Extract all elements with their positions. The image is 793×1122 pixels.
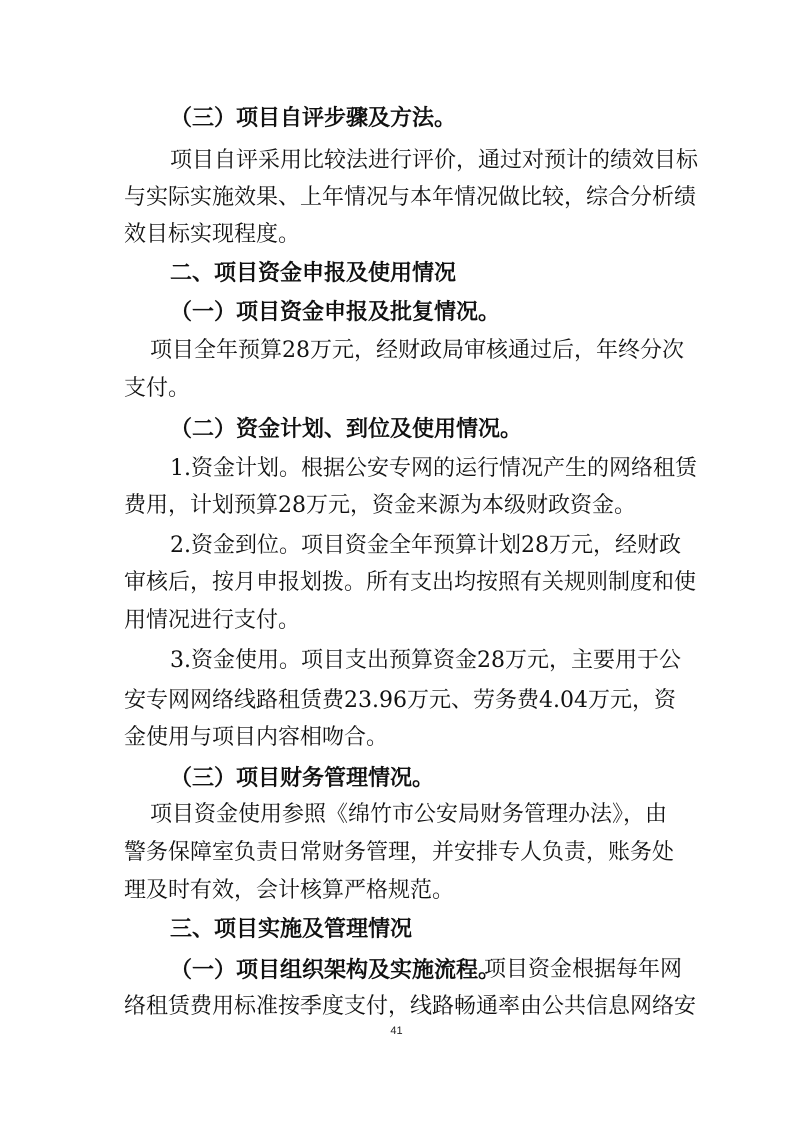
text-line-17: 金使用与项目内容相吻合。: [124, 725, 389, 750]
text-line-14: 用情况进行支付。: [124, 608, 301, 633]
text-line-21: 理及时有效，会计核算严格规范。: [124, 878, 455, 903]
text-line-11: 费用，计划预算28万元，资金来源为本级财政资金。: [124, 493, 636, 518]
text-line-19: 项目资金使用参照《绵竹市公安局财务管理办法》，由: [150, 802, 668, 827]
text-line-10: 1.资金计划。根据公安专网的运行情况产生的网络租赁: [170, 456, 697, 481]
text-line-1: （三）项目自评步骤及方法。: [170, 105, 457, 131]
text-line-20: 警务保障室负责日常财务管理，并安排专人负责，账务处: [124, 840, 675, 865]
text-line-2: 项目自评采用比较法进行评价，通过对预计的绩效目标: [170, 148, 699, 173]
text-line-23-rest: 项目资金根据每年网: [484, 957, 683, 982]
text-line-9: （二）资金计划、到位及使用情况。: [170, 416, 523, 442]
text-line-5: 二、项目资金申报及使用情况: [170, 260, 457, 286]
text-line-22: 三、项目实施及管理情况: [170, 916, 413, 942]
text-line-13: 审核后，按月申报划拨。所有支出均按照有关规则制度和使: [124, 570, 697, 595]
text-line-24: 络租赁费用标准按季度支付，线路畅通率由公共信息网络安: [124, 994, 697, 1019]
text-line-23-bold: （一）项目组织架构及实施流程。: [170, 957, 501, 983]
text-line-3: 与实际实施效果、上年情况与本年情况做比较，综合分析绩: [124, 185, 697, 210]
page-number: 41: [390, 1025, 403, 1037]
text-line-7: 项目全年预算28万元，经财政局审核通过后，年终分次: [150, 338, 684, 363]
text-line-15: 3.资金使用。项目支出预算资金28万元，主要用于公: [170, 648, 681, 673]
text-line-16: 安专网网络线路租赁费23.96万元、劳务费4.04万元，资: [124, 688, 676, 713]
text-line-12: 2.资金到位。项目资金全年预算计划28万元，经财政: [170, 533, 681, 558]
text-line-18: （三）项目财务管理情况。: [170, 765, 435, 791]
text-line-4: 效目标实现程度。: [124, 222, 301, 247]
text-line-8: 支付。: [124, 376, 191, 401]
text-line-6: （一）项目资金申报及批复情况。: [170, 299, 501, 325]
